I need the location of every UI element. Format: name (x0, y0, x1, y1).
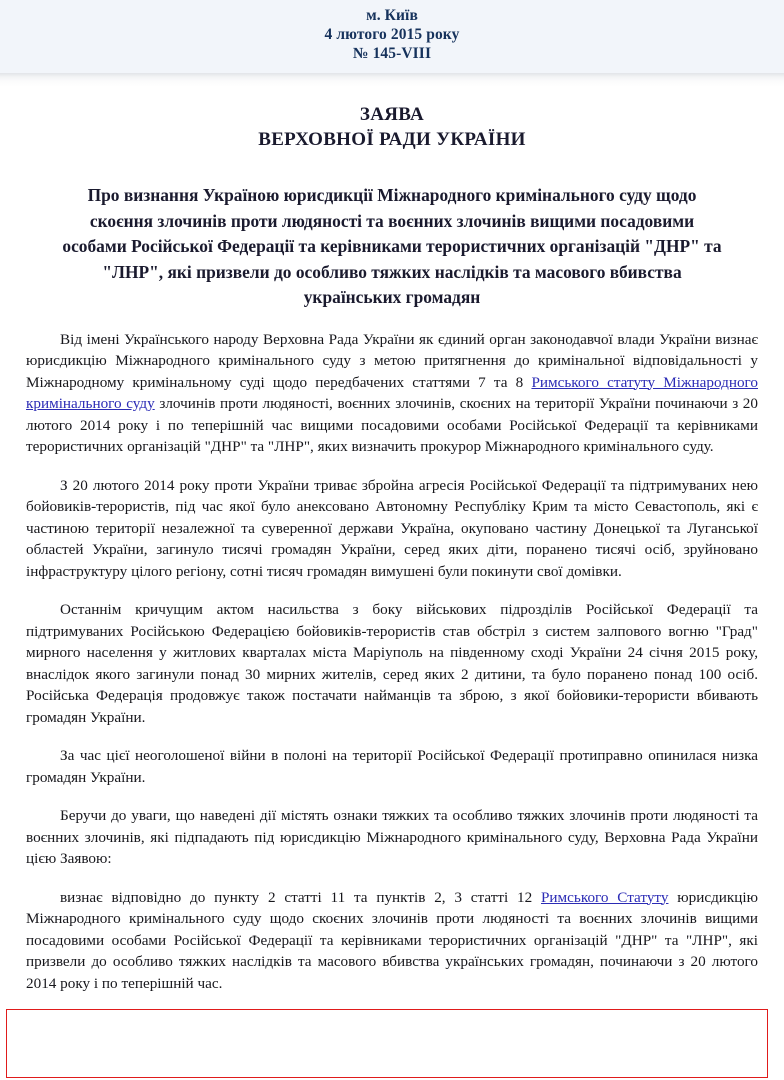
red-annotation-box (6, 1009, 768, 1078)
paragraph-5: Беручи до уваги, що наведені дії містять ознаки тяжких та особливо тяжких злочинів проти людяності та воєнних злочинів, які підпадають під юрисдикцію Міжнародного кримінального суду, Верховна Рада України цією Заявою: (26, 807, 758, 867)
page-title-line-2: ВЕРХОВНОЇ РАДИ УКРАЇНИ (258, 129, 526, 150)
paragraph-4: За час цієї неоголошеної війни в полоні на території Російської Федерації протиправно опинилася низка громадян України. (26, 747, 758, 786)
paragraph-1-text-before-link: Від імені Українського народу Верховна Рада України як єдиний орган законодавчої влади України визнає юрисдикцію Міжнародного кримінального суду з метою притягнення до кримінальної відповідальності у Міжнародному кримінальному суді щодо передбачених статтями 7 та 8 (26, 330, 758, 391)
header-document-number: № 145-VIII (352, 45, 432, 62)
header-shadow-divider (0, 73, 784, 87)
document-body (26, 311, 758, 995)
header-date: 4 лютого 2015 року (324, 26, 460, 43)
paragraph-1-text-after-link: злочинів проти людяності, воєнних злочинів, скоєних на території України починаючи з 20 лютого 2014 року і по теперішній час вищими посадовими особами Російської Федерації та керівниками терористичних організацій "ДНР" та "ЛНР", яких визначить прокурор Міжнародного кримінального суду. (26, 395, 758, 455)
document-subtitle: Про визнання Україною юрисдикції Міжнародного кримінального суду щодо скоєння злочинів проти людяності та воєнних злочинів вищими посадовими особами Російської Федерації та керівниками терористичних організацій "ДНР" та "ЛНР", які призвели до особливо тяжких наслідків та масового вбивства українських громадян (62, 185, 722, 307)
paragraph-6 (26, 887, 758, 995)
page-title (0, 102, 784, 152)
paragraph-6-text-after-link: юрисдикцію Міжнародного кримінального суду щодо скоєних злочинів проти людяності та воєнних злочинів вищими посадовими особами Російської Федерації та керівниками терористичних організацій "ДНР" та "ЛНР", які призвели до особливо тяжких наслідків та масового вбивства українських громадян, починаючи з 20 лютого 2014 року і по теперішній час. (26, 888, 758, 992)
paragraph-2: З 20 лютого 2014 року проти України триває збройна агресія Російської Федерації та підтримуваних нею бойовиків-терористів, під час якої було анексовано Автономну Республіку Крим та місто Севастополь, які є частиною території незалежної та суверенної держави Україна, окуповано частину Донецької та Луганської областей України, загинуло тисячі громадян України, серед яких діти, поранено тисячі осіб, зруйновано інфраструктуру цілого регіону, сотні тисяч громадян вимушені були покинути свої домівки. (26, 476, 758, 580)
paragraph-3: Останнім кричущим актом насильства з боку військових підрозділів Російської Федерації та підтримуваних Російською Федерацією бойовиків-терористів став обстріл з систем залпового вогню "Град" мирного населення у житлових кварталах міста Маріуполь на південному сході України 24 січня 2015 року, внаслідок якого загинули понад 30 мирних жителів, серед яких 2 дитини, та було поранено понад 100 осіб. Російська Федерація продовжує також постачати найманців та зброю, з якої бойовики-терористи вбивають громадян України. (26, 601, 758, 726)
paragraph-6-text-before-link: визнає відповідно до пункту 2 статті 11 та пунктів 2, 3 статті 12 (60, 888, 541, 906)
rome-statute-link-1[interactable]: Римського статуту Міжнародного кримінального суду (26, 373, 758, 412)
page-title-line-1: ЗАЯВА (359, 104, 425, 125)
rome-statute-link-2[interactable]: Римського Статуту (540, 888, 669, 906)
paragraph-1 (26, 329, 758, 458)
header-place: м. Київ (366, 7, 418, 24)
document-header (0, 0, 784, 73)
